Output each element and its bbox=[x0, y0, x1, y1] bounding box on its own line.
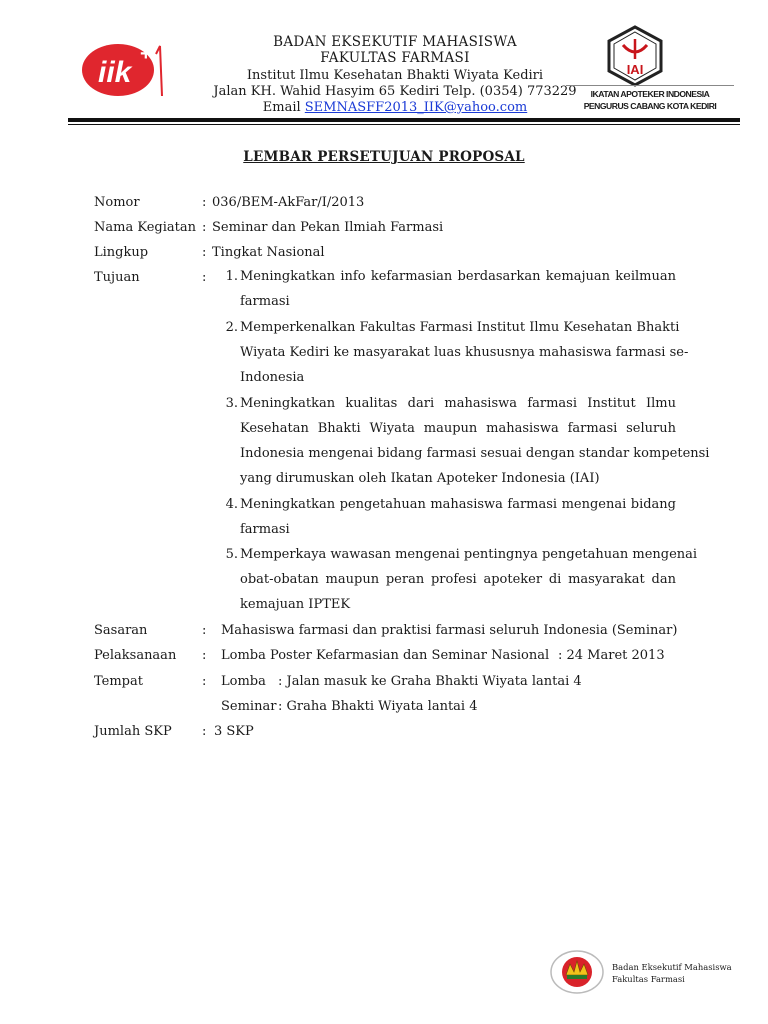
lingkup-label: Lingkup bbox=[94, 245, 149, 260]
nama-kegiatan-label: Nama Kegiatan bbox=[94, 220, 196, 235]
tujuan-item-line: Indonesia bbox=[240, 370, 305, 385]
nama-kegiatan-value: Seminar dan Pekan Ilmiah Farmasi bbox=[212, 220, 444, 235]
tempat-seminar-label: Seminar bbox=[221, 699, 277, 714]
iai-caption-line1: IKATAN APOTEKER INDONESIA bbox=[590, 89, 710, 99]
colon: : bbox=[202, 648, 207, 663]
svg-text:+: + bbox=[140, 43, 152, 65]
org-name-line1: BADAN EKSEKUTIF MAHASISWA bbox=[273, 34, 517, 50]
sasaran-value: Mahasiswa farmasi dan praktisi farmasi seluruh Indonesia (Seminar) bbox=[221, 623, 678, 638]
colon: : bbox=[202, 195, 207, 210]
pelaksanaan-value: Lomba Poster Kefarmasian dan Seminar Nasional bbox=[221, 648, 550, 663]
tujuan-item-number: 4. bbox=[225, 497, 238, 512]
tempat-seminar-value: : Graha Bhakti Wiyata lantai 4 bbox=[278, 699, 478, 714]
header-divider-thick bbox=[68, 118, 740, 122]
colon: : bbox=[202, 674, 207, 689]
tujuan-item-line: Memperkenalkan Fakultas Farmasi Institut Ilmu Kesehatan Bhakti bbox=[240, 320, 680, 335]
document-title: LEMBAR PERSETUJUAN PROPOSAL bbox=[243, 149, 525, 165]
colon: : bbox=[202, 220, 207, 235]
tujuan-item-line: Memperkaya wawasan mengenai pentingnya pengetahuan mengenai bbox=[240, 547, 698, 562]
iai-caption bbox=[566, 85, 734, 116]
tujuan-item-number: 5. bbox=[225, 547, 238, 562]
tujuan-item-line: kemajuan IPTEK bbox=[240, 597, 351, 612]
colon: : bbox=[202, 270, 207, 285]
tujuan-item-line: Wiyata Kediri ke masyarakat luas khususnya mahasiswa farmasi se- bbox=[240, 345, 689, 360]
address-line: Jalan KH. Wahid Hasyim 65 Kediri Telp. (0354) 773229 bbox=[213, 84, 577, 99]
tujuan-item-line: Kesehatan Bhakti Wiyata maupun mahasiswa farmasi seluruh bbox=[240, 421, 676, 436]
tempat-lomba-label: Lomba bbox=[221, 674, 266, 689]
iai-caption-line2: PENGURUS CABANG KOTA KEDIRI bbox=[583, 101, 717, 111]
sasaran-label: Sasaran bbox=[94, 623, 148, 638]
tujuan-item-number: 2. bbox=[225, 320, 238, 335]
tempat-lomba-value: : Jalan masuk ke Graha Bhakti Wiyata lantai 4 bbox=[278, 674, 582, 689]
nomor-value: 036/BEM-AkFar/I/2013 bbox=[212, 195, 365, 210]
lingkup-value: Tingkat Nasional bbox=[212, 245, 325, 260]
tujuan-item-line: Indonesia mengenai bidang farmasi sesuai dengan standar kompetensi bbox=[240, 446, 710, 461]
tujuan-item-line: farmasi bbox=[240, 522, 290, 537]
jumlah-skp-label: Jumlah SKP bbox=[94, 724, 172, 739]
bem-logo bbox=[548, 948, 606, 996]
tujuan-item-number: 3. bbox=[225, 396, 238, 411]
tujuan-item-line: Meningkatkan info kefarmasian berdasarkan kemajuan keilmuan bbox=[240, 269, 676, 284]
colon: : bbox=[202, 724, 207, 739]
nomor-label: Nomor bbox=[94, 195, 140, 210]
tujuan-item-line: yang dirumuskan oleh Ikatan Apoteker Indonesia (IAI) bbox=[240, 471, 600, 486]
email-label: Email bbox=[262, 100, 301, 115]
colon: : bbox=[202, 245, 207, 260]
org-name-line2: FAKULTAS FARMASI bbox=[320, 50, 470, 66]
tempat-label: Tempat bbox=[94, 674, 143, 689]
tujuan-item-line: obat-obatan maupun peran profesi apoteker di masyarakat dan bbox=[240, 572, 676, 587]
tujuan-item-line: Meningkatkan pengetahuan mahasiswa farmasi mengenai bidang bbox=[240, 497, 676, 512]
jumlah-skp-value: 3 SKP bbox=[214, 724, 254, 739]
email-line bbox=[190, 100, 600, 115]
tujuan-label: Tujuan bbox=[94, 270, 140, 285]
pelaksanaan-label: Pelaksanaan bbox=[94, 648, 177, 663]
header-divider-thin bbox=[68, 124, 740, 125]
iai-logo-text: IAI bbox=[626, 62, 644, 77]
tujuan-item-line: farmasi bbox=[240, 294, 290, 309]
footer-line2: Fakultas Farmasi bbox=[612, 974, 685, 984]
footer-line1: Badan Eksekutif Mahasiswa bbox=[612, 962, 732, 972]
pelaksanaan-date: : 24 Maret 2013 bbox=[558, 648, 665, 663]
tujuan-item-line: Meningkatkan kualitas dari mahasiswa farmasi Institut Ilmu bbox=[240, 396, 676, 411]
iik-logo bbox=[80, 36, 166, 98]
iai-logo bbox=[605, 25, 665, 87]
tujuan-item-number: 1. bbox=[225, 269, 238, 284]
email-link[interactable]: SEMNASFF2013_IIK@yahoo.com bbox=[304, 100, 528, 115]
colon: : bbox=[202, 623, 207, 638]
institution-name: Institut Ilmu Kesehatan Bhakti Wiyata Kediri bbox=[246, 68, 544, 83]
svg-text:iik: iik bbox=[98, 56, 132, 89]
